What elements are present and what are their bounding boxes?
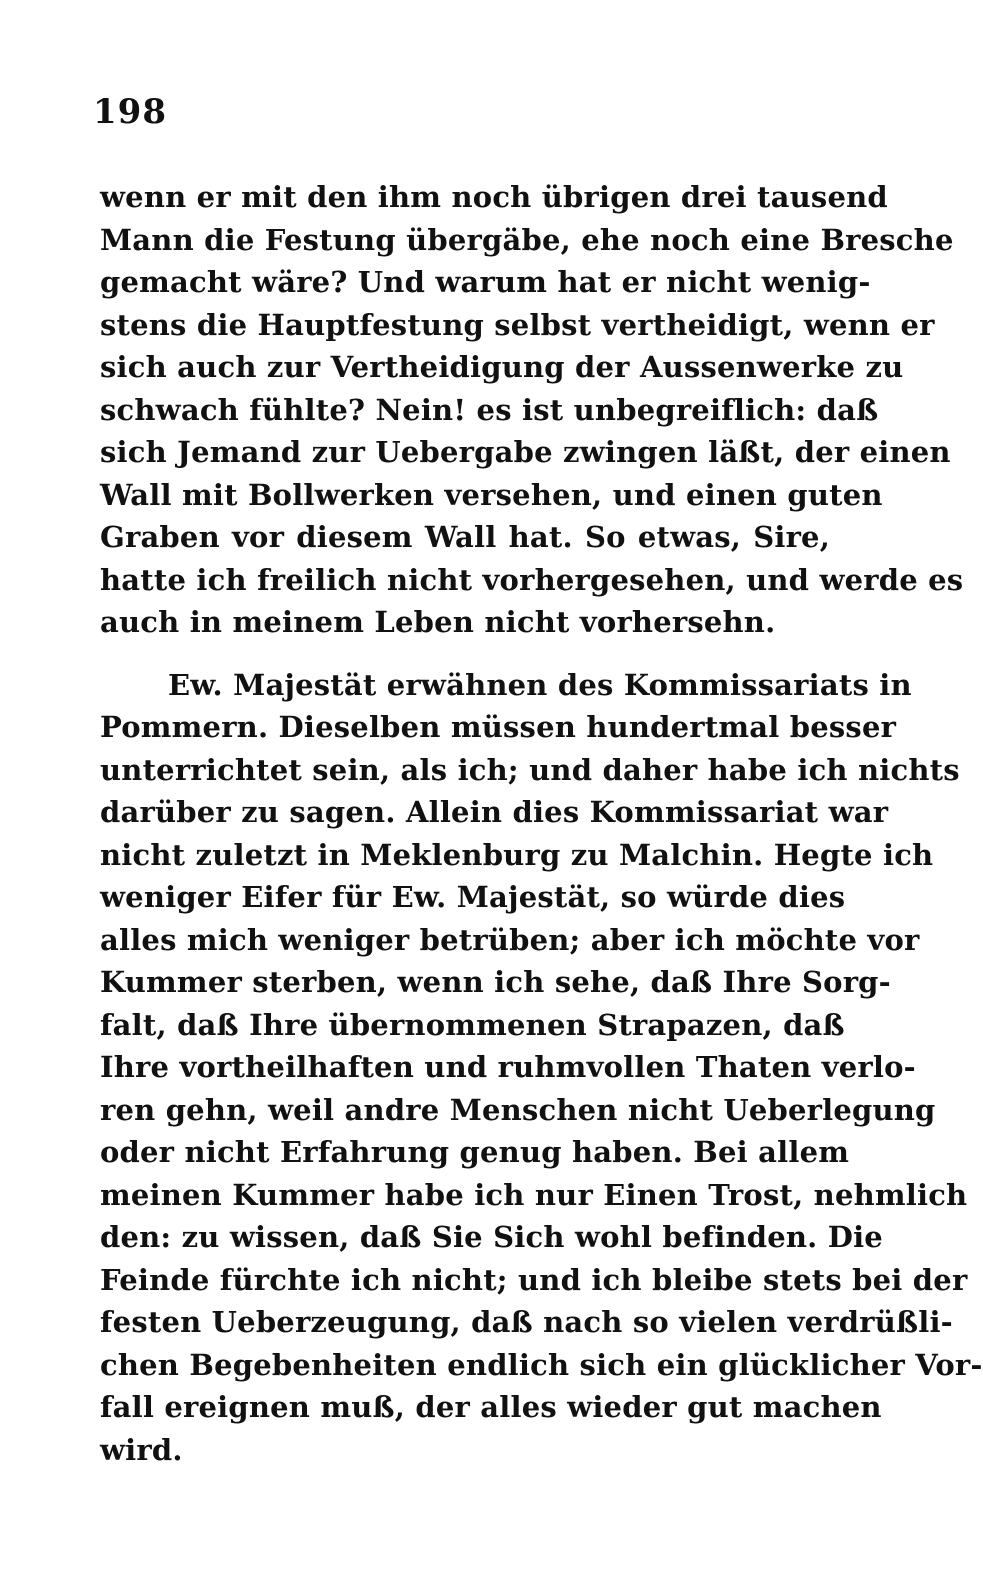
text-line: Kummer sterben, wenn ich sehe, daß Ihre Sorg- <box>100 965 891 999</box>
text-line: alles mich weniger betrüben; aber ich möchte vor <box>100 922 920 957</box>
text-line: darüber zu sagen. Allein dies Kommissariat war <box>100 795 889 829</box>
text-line: hatte ich freilich nicht vorhergesehen, und werde es <box>100 562 964 597</box>
text-line: Ew. Majestät erwähnen des Kommissariats in <box>168 667 912 702</box>
text-line: ren gehn, weil andre Menschen nicht Ueberlegung <box>100 1092 936 1127</box>
text-line: den: zu wissen, daß Sie Sich wohl befinden. Die <box>100 1220 883 1254</box>
body-text <box>100 176 983 1471</box>
text-line: falt, daß Ihre übernommenen Strapazen, daß <box>100 1007 845 1042</box>
text-line: Wall mit Bollwerken versehen, und einen guten <box>100 477 883 512</box>
text-line: gemacht wäre? Und warum hat er nicht wenig- <box>100 265 871 299</box>
text-line: sich Jemand zur Uebergabe zwingen läßt, der einen <box>100 435 951 469</box>
text-line: nicht zuletzt in Meklenburg zu Malchin. Hegte ich <box>100 837 934 872</box>
paragraph-gap <box>100 644 830 664</box>
text-line: wird. <box>100 1432 183 1467</box>
text-line: oder nicht Erfahrung genug haben. Bei allem <box>100 1135 850 1169</box>
text-line: auch in meinem Leben nicht vorhersehn. <box>100 605 776 639</box>
text-line: sich auch zur Vertheidigung der Aussenwerke zu <box>100 350 904 384</box>
paragraph-1 <box>100 176 964 644</box>
text-line: schwach fühlte? Nein! es ist unbegreiflich: daß <box>100 392 879 427</box>
text-line: Mann die Festung übergäbe, ehe noch eine Bresche <box>100 222 954 257</box>
text-line: fall ereignen muß, der alles wieder gut machen <box>100 1390 882 1424</box>
paragraph-2 <box>100 664 983 1472</box>
text-line: wenn er mit den ihm noch übrigen drei tausend <box>100 180 888 214</box>
text-line: chen Begebenheiten endlich sich ein glücklicher Vor- <box>100 1347 983 1382</box>
text-line: meinen Kummer habe ich nur Einen Trost, nehmlich <box>100 1177 968 1212</box>
text-line: stens die Hauptfestung selbst vertheidigt, wenn er <box>100 307 935 342</box>
text-line: Graben vor diesem Wall hat. So etwas, Sire, <box>100 520 830 554</box>
text-line: Ihre vortheilhaften und ruhmvollen Thaten verlo- <box>100 1050 916 1084</box>
text-line: weniger Eifer für Ew. Majestät, so würde dies <box>100 880 846 914</box>
page-number: 198 <box>93 92 167 132</box>
text-line: festen Ueberzeugung, daß nach so vielen verdrüßli- <box>100 1305 953 1339</box>
text-line: Feinde fürchte ich nicht; und ich bleibe stets bei der <box>100 1262 968 1297</box>
text-line: Pommern. Dieselben müssen hundertmal besser <box>100 710 897 744</box>
text-line: unterrichtet sein, als ich; und daher habe ich nichts <box>100 752 960 787</box>
